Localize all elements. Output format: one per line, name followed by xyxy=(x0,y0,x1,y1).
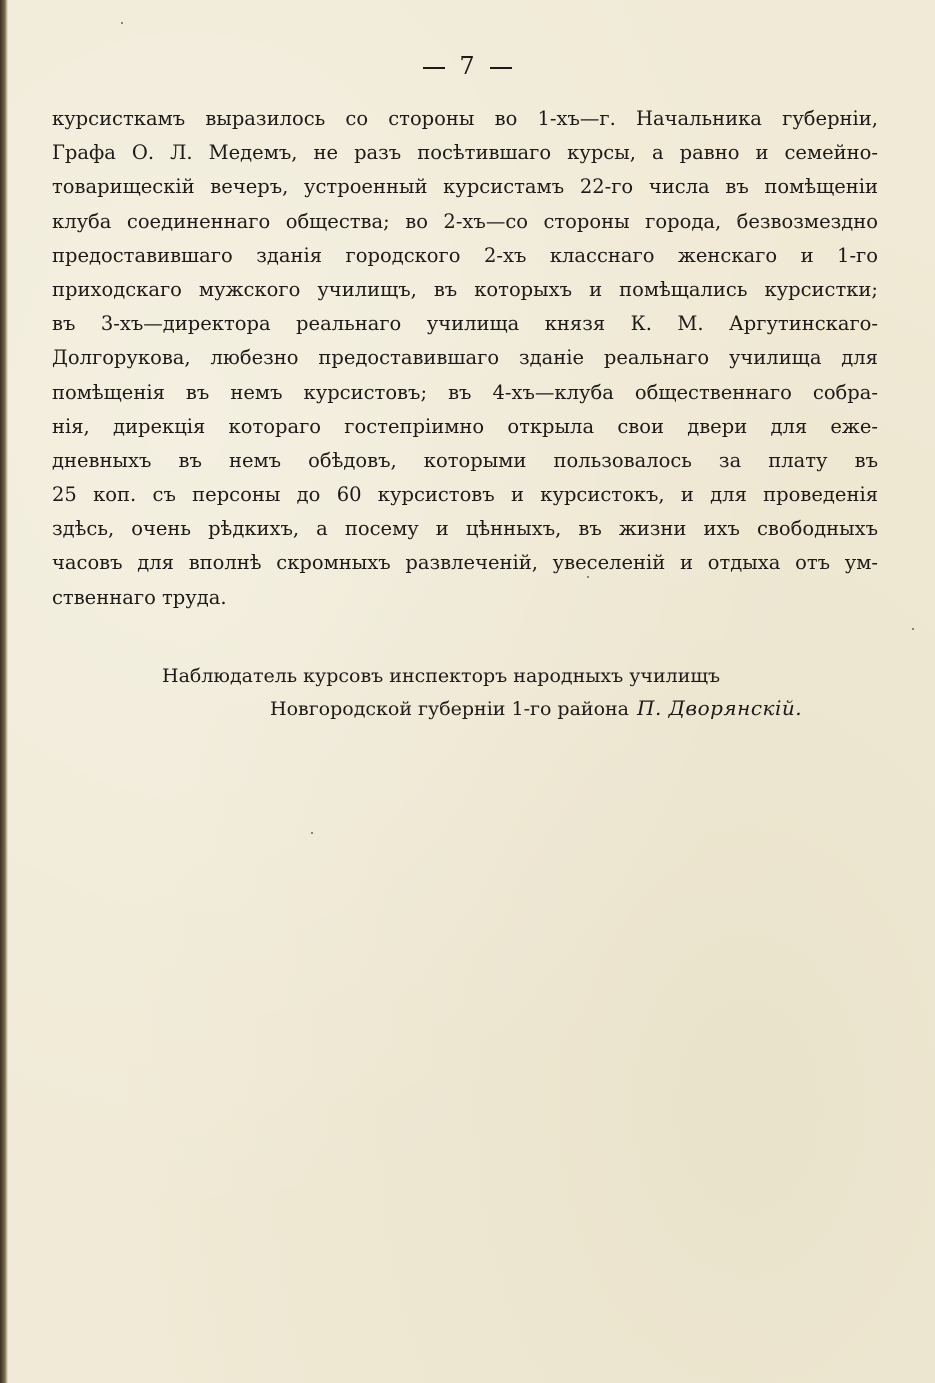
page-number: 7 xyxy=(459,52,476,80)
text-line: здѣсь, очень рѣдкихъ, а посему и цѣнныхъ, въ жизни ихъ свободныхъ xyxy=(52,517,878,541)
text-line: клуба соединеннаго общества; во 2-хъ—со стороны города, безвозмездно xyxy=(52,209,878,233)
text-line: Графа О. Л. Медемъ, не разъ посѣтившаго курсы, а равно и семейно- xyxy=(52,141,878,165)
text-line: помѣщенія въ немъ курсистовъ; въ 4-хъ—клуба общественнаго собра- xyxy=(52,380,878,404)
page-number-header xyxy=(0,52,935,80)
text-line: предоставившаго зданія городского 2-хъ класснаго женскаго и 1-го xyxy=(52,243,878,267)
body-paragraph xyxy=(52,102,878,615)
dash-right xyxy=(490,67,512,69)
text-line: Долгорукова, любезно предоставившаго зданіе реальнаго училища для xyxy=(52,346,878,370)
text-line-last: ственнаго труда. xyxy=(52,585,227,609)
text-line: часовъ для вполнѣ скромныхъ развлеченій, увеселеній и отдыха отъ ум- xyxy=(52,551,878,575)
text-line: дневныхъ въ немъ обѣдовъ, которыми пользовалось за плату въ xyxy=(52,448,878,472)
text-line: курсисткамъ выразилось со стороны во 1-хъ—г. Начальника губерніи, xyxy=(52,107,878,130)
signature-title: Наблюдатель курсовъ инспекторъ народныхъ училищъ xyxy=(162,665,721,687)
binding-edge xyxy=(0,0,8,1383)
paper-speck xyxy=(121,22,123,24)
text-line: приходскаго мужского училищъ, въ которыхъ и помѣщались курсистки; xyxy=(52,277,878,301)
text-line: товарищескій вечеръ, устроенный курсистамъ 22-го числа въ помѣщеніи xyxy=(52,175,878,199)
text-line: нія, дирекція котораго гостепріимно открыла свои двери для еже- xyxy=(52,414,878,438)
paper-speck xyxy=(912,628,914,630)
dash-left xyxy=(423,67,445,69)
signature-name: П. Дворянскій. xyxy=(637,696,803,720)
signature-block xyxy=(162,660,862,725)
paper-speck xyxy=(311,832,313,834)
signature-district-line xyxy=(162,692,862,725)
text-line: въ 3-хъ—директора реальнаго училища князя К. М. Аргутинскаго- xyxy=(52,312,878,336)
paper-speck xyxy=(587,576,589,578)
text-line: 25 коп. съ персоны до 60 курсистовъ и курсистокъ, и для проведенія xyxy=(52,483,878,507)
signature-district: Новгородской губерніи 1-го района xyxy=(270,698,630,720)
